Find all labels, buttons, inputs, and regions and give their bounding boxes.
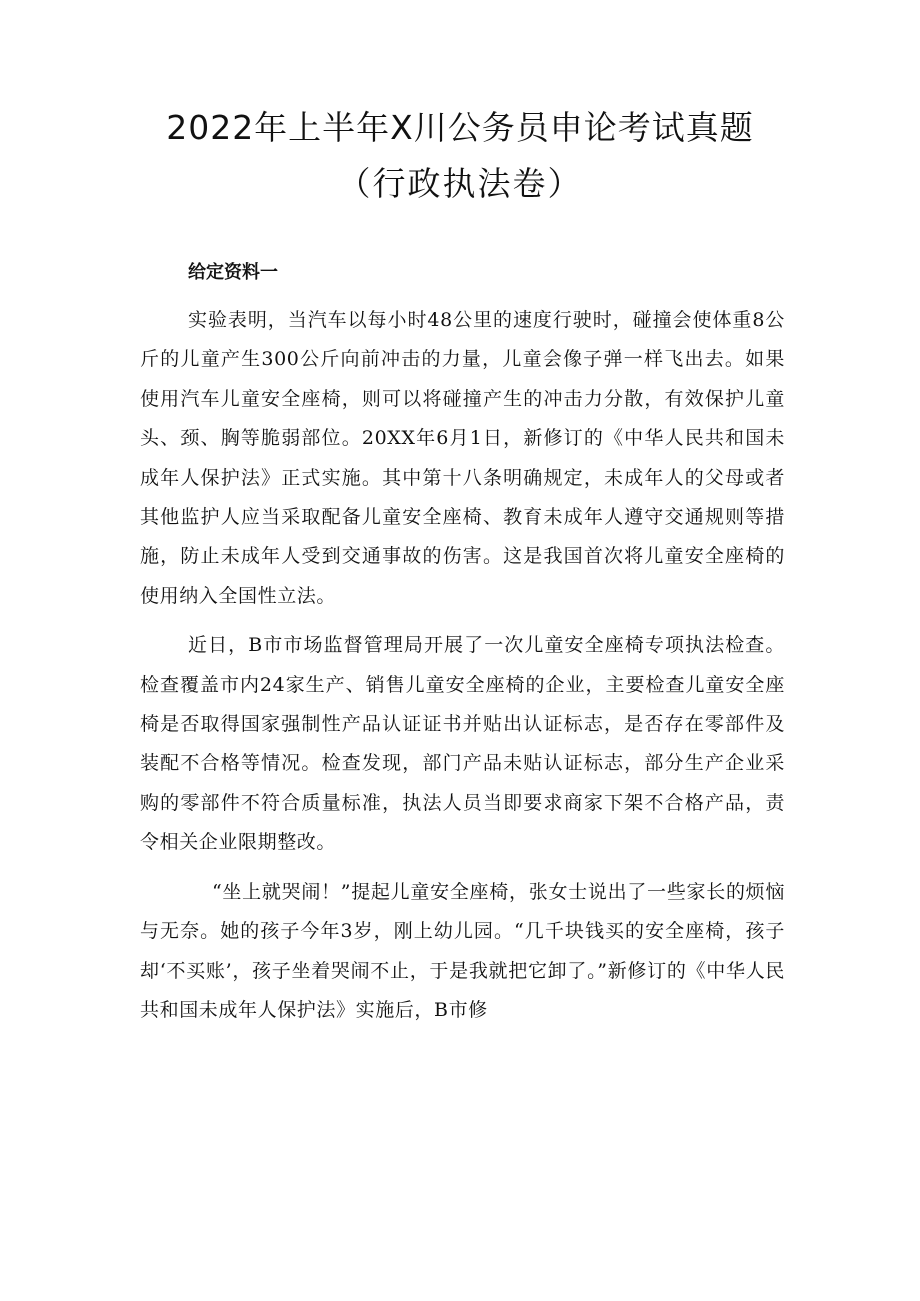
paragraph: “坐上就哭闹！”提起儿童安全座椅，张女士说出了一些家长的烦恼与无奈。她的孩子今年3岁，刚上幼儿园。“几千块钱买的安全座椅，孩子却‘不买账’，孩子坐着哭闹不止，于是我就把它卸了。”新修订的《中华人民共和国未成年人保护法》实施后，B市修 bbox=[140, 880, 785, 1021]
title-block bbox=[0, 100, 920, 212]
section-heading: 给定资料一 bbox=[188, 262, 278, 283]
paragraph: 实验表明，当汽车以每小时48公里的速度行驶时，碰撞会使体重8公斤的儿童产生300公斤向前冲击的力量，儿童会像子弹一样飞出去。如果使用汽车儿童安全座椅，则可以将碰撞产生的冲击力分散，有效保护儿童头、颈、胸等脆弱部位。20XX年6月1日，新修订的《中华人民共和国未成年人保护法》正式实施。其中第十八条明确规定，未成年人的父母或者其他监护人应当采取配备儿童安全座椅、教育未成年人遵守交通规则等措施，防止未成年人受到交通事故的伤害。这是我国首次将儿童安全座椅的使用纳入全国性立法。 bbox=[140, 309, 785, 607]
document-body bbox=[140, 253, 785, 1040]
paragraph: 近日，B市市场监督管理局开展了一次儿童安全座椅专项执法检查。检查覆盖市内24家生产、销售儿童安全座椅的企业，主要检查儿童安全座椅是否取得国家强制性产品认证证书并贴出认证标志，是否存在零部件及装配不合格等情况。检查发现，部门产品未贴认证标志，部分生产企业采购的零部件不符合质量标准，执法人员当即要求商家下架不合格产品，责令相关企业限期整改。 bbox=[140, 634, 785, 854]
document-subtitle: （行政执法卷） bbox=[337, 164, 583, 203]
document-title: 2022年上半年X川公务员申论考试真题 bbox=[166, 108, 754, 147]
